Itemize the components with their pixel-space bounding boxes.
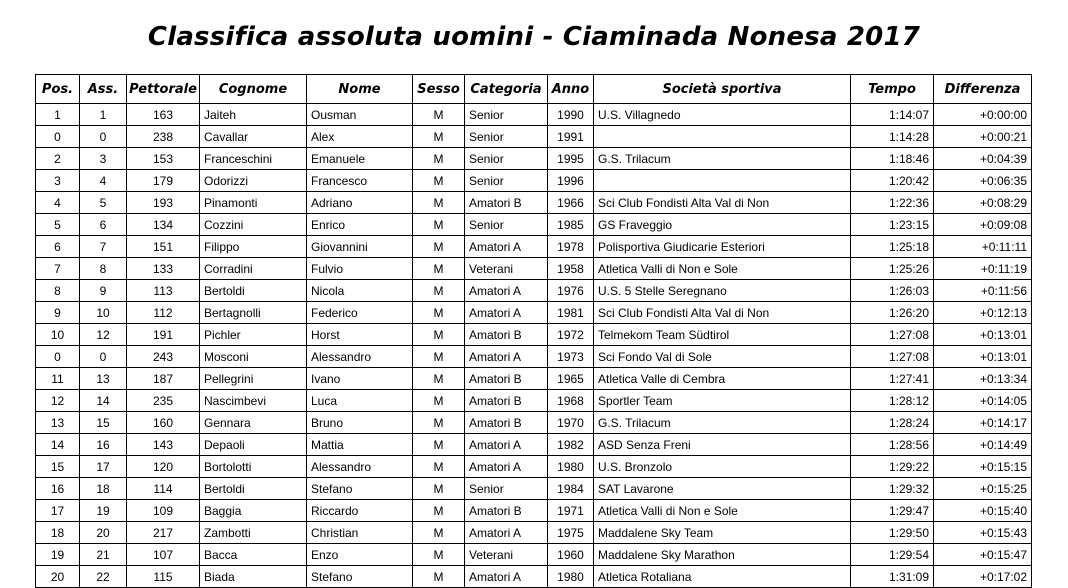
table-row <box>36 522 1032 544</box>
cell-ass: 0 <box>80 346 127 368</box>
cell-differenza: +0:06:35 <box>934 170 1032 192</box>
cell-pettorale: 109 <box>127 500 200 522</box>
cell-cognome: Biada <box>200 566 307 588</box>
table-row <box>36 280 1032 302</box>
table-row <box>36 412 1032 434</box>
cell-sesso: M <box>413 148 465 170</box>
cell-societa: Atletica Valli di Non e Sole <box>594 500 851 522</box>
cell-pos: 1 <box>36 104 80 126</box>
cell-nome: Enrico <box>307 214 413 236</box>
cell-cognome: Bortolotti <box>200 456 307 478</box>
cell-sesso: M <box>413 478 465 500</box>
cell-tempo: 1:28:24 <box>851 412 934 434</box>
cell-sesso: M <box>413 324 465 346</box>
cell-pettorale: 238 <box>127 126 200 148</box>
cell-anno: 1975 <box>548 522 594 544</box>
cell-differenza: +0:15:15 <box>934 456 1032 478</box>
cell-pettorale: 143 <box>127 434 200 456</box>
cell-ass: 6 <box>80 214 127 236</box>
cell-categoria: Amatori A <box>465 522 548 544</box>
cell-pettorale: 163 <box>127 104 200 126</box>
cell-nome: Stefano <box>307 566 413 588</box>
cell-societa <box>594 170 851 192</box>
cell-anno: 1958 <box>548 258 594 280</box>
cell-ass: 19 <box>80 500 127 522</box>
cell-differenza: +0:11:11 <box>934 236 1032 258</box>
cell-pettorale: 193 <box>127 192 200 214</box>
cell-nome: Giovannini <box>307 236 413 258</box>
cell-nome: Christian <box>307 522 413 544</box>
header-tempo: Tempo <box>851 75 934 104</box>
cell-societa: ASD Senza Freni <box>594 434 851 456</box>
cell-nome: Bruno <box>307 412 413 434</box>
cell-anno: 1978 <box>548 236 594 258</box>
cell-categoria: Veterani <box>465 544 548 566</box>
cell-tempo: 1:27:08 <box>851 324 934 346</box>
header-ass: Ass. <box>80 75 127 104</box>
cell-tempo: 1:26:20 <box>851 302 934 324</box>
table-row <box>36 544 1032 566</box>
cell-ass: 10 <box>80 302 127 324</box>
header-cognome: Cognome <box>200 75 307 104</box>
cell-pos: 18 <box>36 522 80 544</box>
cell-cognome: Corradini <box>200 258 307 280</box>
cell-nome: Alessandro <box>307 346 413 368</box>
cell-cognome: Pinamonti <box>200 192 307 214</box>
cell-pettorale: 179 <box>127 170 200 192</box>
cell-categoria: Amatori A <box>465 346 548 368</box>
cell-ass: 12 <box>80 324 127 346</box>
cell-differenza: +0:08:29 <box>934 192 1032 214</box>
cell-nome: Alex <box>307 126 413 148</box>
cell-pettorale: 217 <box>127 522 200 544</box>
cell-differenza: +0:15:40 <box>934 500 1032 522</box>
cell-tempo: 1:27:08 <box>851 346 934 368</box>
cell-anno: 1980 <box>548 456 594 478</box>
cell-societa: Telmekom Team Südtirol <box>594 324 851 346</box>
cell-differenza: +0:00:21 <box>934 126 1032 148</box>
cell-societa: GS Fraveggio <box>594 214 851 236</box>
header-societa: Società sportiva <box>594 75 851 104</box>
cell-pos: 19 <box>36 544 80 566</box>
table-row <box>36 434 1032 456</box>
cell-pos: 16 <box>36 478 80 500</box>
cell-tempo: 1:25:26 <box>851 258 934 280</box>
cell-ass: 5 <box>80 192 127 214</box>
cell-nome: Luca <box>307 390 413 412</box>
cell-pos: 17 <box>36 500 80 522</box>
cell-categoria: Amatori B <box>465 412 548 434</box>
cell-cognome: Pellegrini <box>200 368 307 390</box>
cell-nome: Alessandro <box>307 456 413 478</box>
cell-nome: Stefano <box>307 478 413 500</box>
cell-anno: 1991 <box>548 126 594 148</box>
cell-societa: Sci Club Fondisti Alta Val di Non <box>594 192 851 214</box>
table-row <box>36 104 1032 126</box>
cell-cognome: Zambotti <box>200 522 307 544</box>
cell-anno: 1995 <box>548 148 594 170</box>
cell-pos: 13 <box>36 412 80 434</box>
cell-nome: Francesco <box>307 170 413 192</box>
cell-ass: 4 <box>80 170 127 192</box>
cell-pettorale: 115 <box>127 566 200 588</box>
cell-pettorale: 120 <box>127 456 200 478</box>
cell-tempo: 1:29:50 <box>851 522 934 544</box>
cell-ass: 0 <box>80 126 127 148</box>
cell-ass: 7 <box>80 236 127 258</box>
header-categoria: Categoria <box>465 75 548 104</box>
results-body <box>36 104 1032 588</box>
cell-sesso: M <box>413 170 465 192</box>
cell-tempo: 1:28:12 <box>851 390 934 412</box>
cell-categoria: Amatori A <box>465 280 548 302</box>
cell-sesso: M <box>413 412 465 434</box>
table-row <box>36 368 1032 390</box>
cell-categoria: Amatori A <box>465 302 548 324</box>
table-row <box>36 192 1032 214</box>
cell-categoria: Amatori B <box>465 192 548 214</box>
cell-sesso: M <box>413 302 465 324</box>
cell-societa: U.S. 5 Stelle Seregnano <box>594 280 851 302</box>
cell-pettorale: 153 <box>127 148 200 170</box>
cell-sesso: M <box>413 390 465 412</box>
cell-differenza: +0:11:56 <box>934 280 1032 302</box>
cell-differenza: +0:12:13 <box>934 302 1032 324</box>
cell-ass: 17 <box>80 456 127 478</box>
cell-cognome: Cozzini <box>200 214 307 236</box>
cell-sesso: M <box>413 104 465 126</box>
cell-pettorale: 191 <box>127 324 200 346</box>
cell-anno: 1984 <box>548 478 594 500</box>
cell-sesso: M <box>413 126 465 148</box>
cell-societa: SAT Lavarone <box>594 478 851 500</box>
cell-differenza: +0:11:19 <box>934 258 1032 280</box>
cell-societa: U.S. Bronzolo <box>594 456 851 478</box>
table-row <box>36 302 1032 324</box>
cell-sesso: M <box>413 522 465 544</box>
cell-sesso: M <box>413 280 465 302</box>
cell-differenza: +0:04:39 <box>934 148 1032 170</box>
cell-sesso: M <box>413 566 465 588</box>
cell-tempo: 1:18:46 <box>851 148 934 170</box>
cell-sesso: M <box>413 456 465 478</box>
header-differenza: Differenza <box>934 75 1032 104</box>
cell-cognome: Mosconi <box>200 346 307 368</box>
cell-anno: 1966 <box>548 192 594 214</box>
cell-tempo: 1:31:09 <box>851 566 934 588</box>
cell-cognome: Gennara <box>200 412 307 434</box>
cell-sesso: M <box>413 236 465 258</box>
cell-anno: 1996 <box>548 170 594 192</box>
cell-cognome: Nascimbevi <box>200 390 307 412</box>
cell-anno: 1972 <box>548 324 594 346</box>
cell-categoria: Amatori A <box>465 236 548 258</box>
cell-anno: 1965 <box>548 368 594 390</box>
cell-ass: 16 <box>80 434 127 456</box>
cell-categoria: Senior <box>465 126 548 148</box>
cell-cognome: Filippo <box>200 236 307 258</box>
cell-pos: 0 <box>36 346 80 368</box>
table-row <box>36 478 1032 500</box>
cell-nome: Ivano <box>307 368 413 390</box>
cell-tempo: 1:26:03 <box>851 280 934 302</box>
cell-pos: 20 <box>36 566 80 588</box>
cell-categoria: Amatori A <box>465 456 548 478</box>
cell-societa <box>594 126 851 148</box>
cell-differenza: +0:15:43 <box>934 522 1032 544</box>
cell-nome: Ousman <box>307 104 413 126</box>
page-title: Classifica assoluta uomini - Ciaminada Nonesa 2017 <box>147 22 921 52</box>
cell-ass: 21 <box>80 544 127 566</box>
cell-pettorale: 235 <box>127 390 200 412</box>
cell-pettorale: 187 <box>127 368 200 390</box>
cell-nome: Adriano <box>307 192 413 214</box>
cell-ass: 13 <box>80 368 127 390</box>
cell-societa: Sci Fondo Val di Sole <box>594 346 851 368</box>
cell-anno: 1981 <box>548 302 594 324</box>
cell-societa: Atletica Valli di Non e Sole <box>594 258 851 280</box>
header-anno: Anno <box>548 75 594 104</box>
cell-cognome: Cavallar <box>200 126 307 148</box>
table-row <box>36 346 1032 368</box>
header-pettorale: Pettorale <box>127 75 200 104</box>
cell-tempo: 1:22:36 <box>851 192 934 214</box>
table-row <box>36 324 1032 346</box>
cell-pos: 2 <box>36 148 80 170</box>
cell-categoria: Senior <box>465 478 548 500</box>
table-row <box>36 236 1032 258</box>
cell-societa: U.S. Villagnedo <box>594 104 851 126</box>
cell-tempo: 1:29:54 <box>851 544 934 566</box>
cell-cognome: Bertoldi <box>200 478 307 500</box>
header-pos: Pos. <box>36 75 80 104</box>
header-nome: Nome <box>307 75 413 104</box>
cell-pettorale: 107 <box>127 544 200 566</box>
cell-societa: Atletica Valle di Cembra <box>594 368 851 390</box>
cell-pos: 5 <box>36 214 80 236</box>
cell-tempo: 1:29:22 <box>851 456 934 478</box>
cell-cognome: Depaoli <box>200 434 307 456</box>
table-row <box>36 170 1032 192</box>
cell-tempo: 1:29:47 <box>851 500 934 522</box>
table-row <box>36 148 1032 170</box>
cell-sesso: M <box>413 500 465 522</box>
cell-pos: 0 <box>36 126 80 148</box>
cell-tempo: 1:27:41 <box>851 368 934 390</box>
cell-tempo: 1:23:15 <box>851 214 934 236</box>
cell-societa: G.S. Trilacum <box>594 412 851 434</box>
table-row <box>36 214 1032 236</box>
cell-pos: 15 <box>36 456 80 478</box>
cell-cognome: Bertagnolli <box>200 302 307 324</box>
cell-anno: 1990 <box>548 104 594 126</box>
cell-pos: 10 <box>36 324 80 346</box>
table-row <box>36 258 1032 280</box>
cell-cognome: Jaiteh <box>200 104 307 126</box>
table-row <box>36 390 1032 412</box>
cell-differenza: +0:15:25 <box>934 478 1032 500</box>
cell-categoria: Senior <box>465 148 548 170</box>
cell-anno: 1973 <box>548 346 594 368</box>
cell-nome: Nicola <box>307 280 413 302</box>
cell-differenza: +0:13:01 <box>934 324 1032 346</box>
cell-cognome: Baggia <box>200 500 307 522</box>
cell-sesso: M <box>413 368 465 390</box>
cell-ass: 8 <box>80 258 127 280</box>
cell-pos: 6 <box>36 236 80 258</box>
cell-differenza: +0:17:02 <box>934 566 1032 588</box>
cell-ass: 22 <box>80 566 127 588</box>
cell-categoria: Amatori B <box>465 500 548 522</box>
cell-sesso: M <box>413 192 465 214</box>
cell-tempo: 1:25:18 <box>851 236 934 258</box>
cell-nome: Enzo <box>307 544 413 566</box>
cell-categoria: Senior <box>465 104 548 126</box>
cell-ass: 20 <box>80 522 127 544</box>
table-row <box>36 500 1032 522</box>
cell-sesso: M <box>413 346 465 368</box>
cell-nome: Riccardo <box>307 500 413 522</box>
cell-anno: 1980 <box>548 566 594 588</box>
cell-sesso: M <box>413 258 465 280</box>
cell-categoria: Amatori B <box>465 368 548 390</box>
cell-societa: Maddalene Sky Team <box>594 522 851 544</box>
cell-pettorale: 151 <box>127 236 200 258</box>
cell-sesso: M <box>413 434 465 456</box>
cell-societa: Sportler Team <box>594 390 851 412</box>
cell-pettorale: 113 <box>127 280 200 302</box>
cell-cognome: Odorizzi <box>200 170 307 192</box>
cell-pos: 8 <box>36 280 80 302</box>
cell-nome: Mattia <box>307 434 413 456</box>
cell-ass: 1 <box>80 104 127 126</box>
cell-anno: 1976 <box>548 280 594 302</box>
cell-ass: 14 <box>80 390 127 412</box>
cell-differenza: +0:14:49 <box>934 434 1032 456</box>
cell-categoria: Senior <box>465 170 548 192</box>
cell-societa: Sci Club Fondisti Alta Val di Non <box>594 302 851 324</box>
cell-pos: 4 <box>36 192 80 214</box>
table-row <box>36 566 1032 588</box>
cell-tempo: 1:28:56 <box>851 434 934 456</box>
cell-societa: Maddalene Sky Marathon <box>594 544 851 566</box>
cell-nome: Emanuele <box>307 148 413 170</box>
cell-differenza: +0:09:08 <box>934 214 1032 236</box>
table-row <box>36 456 1032 478</box>
cell-categoria: Amatori B <box>465 324 548 346</box>
cell-categoria: Amatori A <box>465 566 548 588</box>
cell-pos: 11 <box>36 368 80 390</box>
cell-anno: 1971 <box>548 500 594 522</box>
cell-differenza: +0:15:47 <box>934 544 1032 566</box>
cell-differenza: +0:13:01 <box>934 346 1032 368</box>
table-row <box>36 126 1032 148</box>
cell-pos: 12 <box>36 390 80 412</box>
cell-pos: 14 <box>36 434 80 456</box>
cell-pos: 7 <box>36 258 80 280</box>
cell-categoria: Amatori A <box>465 434 548 456</box>
cell-anno: 1960 <box>548 544 594 566</box>
cell-ass: 9 <box>80 280 127 302</box>
cell-ass: 3 <box>80 148 127 170</box>
results-table <box>35 74 1032 588</box>
header-sesso: Sesso <box>413 75 465 104</box>
cell-anno: 1970 <box>548 412 594 434</box>
cell-pettorale: 134 <box>127 214 200 236</box>
cell-societa: Atletica Rotaliana <box>594 566 851 588</box>
cell-nome: Fulvio <box>307 258 413 280</box>
cell-tempo: 1:20:42 <box>851 170 934 192</box>
cell-pos: 9 <box>36 302 80 324</box>
cell-pettorale: 160 <box>127 412 200 434</box>
cell-differenza: +0:14:05 <box>934 390 1032 412</box>
cell-ass: 18 <box>80 478 127 500</box>
cell-anno: 1985 <box>548 214 594 236</box>
header-row <box>36 75 1032 104</box>
cell-ass: 15 <box>80 412 127 434</box>
cell-tempo: 1:29:32 <box>851 478 934 500</box>
cell-pettorale: 114 <box>127 478 200 500</box>
cell-differenza: +0:13:34 <box>934 368 1032 390</box>
cell-cognome: Franceschini <box>200 148 307 170</box>
cell-sesso: M <box>413 544 465 566</box>
cell-categoria: Veterani <box>465 258 548 280</box>
cell-tempo: 1:14:28 <box>851 126 934 148</box>
cell-societa: Polisportiva Giudicarie Esteriori <box>594 236 851 258</box>
cell-pettorale: 133 <box>127 258 200 280</box>
cell-pettorale: 243 <box>127 346 200 368</box>
cell-categoria: Senior <box>465 214 548 236</box>
cell-nome: Federico <box>307 302 413 324</box>
cell-anno: 1982 <box>548 434 594 456</box>
cell-nome: Horst <box>307 324 413 346</box>
cell-cognome: Bacca <box>200 544 307 566</box>
cell-categoria: Amatori B <box>465 390 548 412</box>
cell-societa: G.S. Trilacum <box>594 148 851 170</box>
cell-cognome: Pichler <box>200 324 307 346</box>
cell-anno: 1968 <box>548 390 594 412</box>
cell-pettorale: 112 <box>127 302 200 324</box>
cell-differenza: +0:00:00 <box>934 104 1032 126</box>
cell-pos: 3 <box>36 170 80 192</box>
cell-sesso: M <box>413 214 465 236</box>
cell-cognome: Bertoldi <box>200 280 307 302</box>
cell-tempo: 1:14:07 <box>851 104 934 126</box>
cell-differenza: +0:14:17 <box>934 412 1032 434</box>
